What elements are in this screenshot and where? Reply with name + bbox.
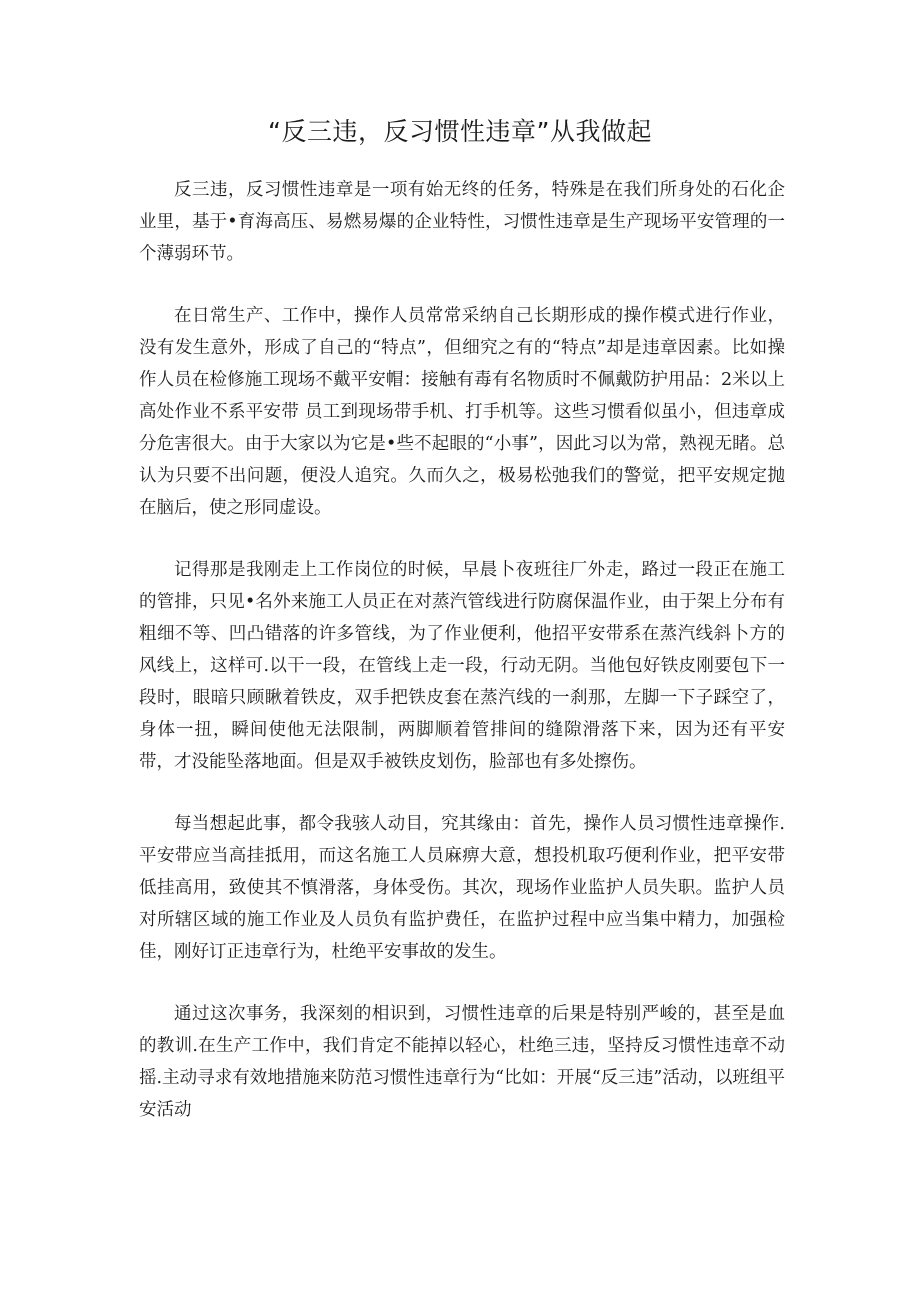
paragraph-analysis: 每当想起此事，都令我骇人动目，究其缘由：首先，操作人员习惯性违章操作.平安带应当高挂抵用，而这名施工人员麻痹大意，想投机取巧便利作业，把平安带低挂高用，致使其不慎滑落，身体受伤。其次，现场作业监护人员失职。监护人员对所辖区域的施工作业及人员负有监护费任，在监护过程中应当集中精力，加强检佳，刚好订正违章行为，杜绝平安事故的发生。	[139, 814, 785, 962]
document-title: “反三违，反习惯性违章”从我做起	[268, 117, 652, 146]
paragraph-daily-habits: 在日常生产、工作中，操作人员常常采纳自己长期形成的操作模式进行作业，没有发生意外，形成了自己的“特点”，但细究之有的“特点”却是违章因素。比如操作人员在检修施工现场不戴平安帽：接触有毒有名物质时不佩戴防护用品：2米以上高处作业不系平安带 员工到现场带手机、打手机等。这些习惯看似虽小，但违章成分危害很大。由于大家以为它是•些不起眼的“小事”，因此习以为常，熟视无睹。总认为只要不出问题，便没人追究。久而久之，极易松弛我们的警觉，把平安规定抛在脑后，使之形同虚设。	[139, 306, 785, 518]
paragraph-intro: 反三违，反习惯性违章是一项有始无终的任务，特殊是在我们所身处的石化企业里，基于•育海高压、易燃易爆的企业特性，习惯性违章是生产现场平安管理的一个薄弱环节。	[139, 180, 785, 264]
paragraph-incident: 记得那是我刚走上工作岗位的时候，早晨卜夜班往厂外走，路过一段正在施工的管排，只见•名外来施工人员正在对蒸汽管线进行防腐保温作业，由于架上分布有粗细不等、凹凸错落的许多管线，为了作业便利，他招平安带系在蒸汽线斜卜方的风线上，这样可.以干一段，在管线上走一段，行动无阴。当他包好铁皮刚要包下一段时，眼暗只顾瞅着铁皮，双手把铁皮套在蒸汽线的一刹那，左脚一下子踩空了，身体一扭，瞬间使他无法限制，两脚顺着管排间的缝隙滑落下来，因为还有平安带，才没能坠落地面。但是双手被铁皮划伤，脸部也有多处擦伤。	[139, 560, 785, 772]
paragraph-lesson: 通过这次事务，我深刻的相识到，习惯性违章的后果是特别严峻的，甚至是血的教训.在生产工作中，我们肯定不能掉以轻心，杜绝三违，坚持反习惯性违章不动摇.主动寻求有效地措施来防范习惯性违章行为“比如：开展“反三违”活动，以班组平安活动	[139, 1004, 785, 1120]
document-body	[139, 174, 785, 1156]
